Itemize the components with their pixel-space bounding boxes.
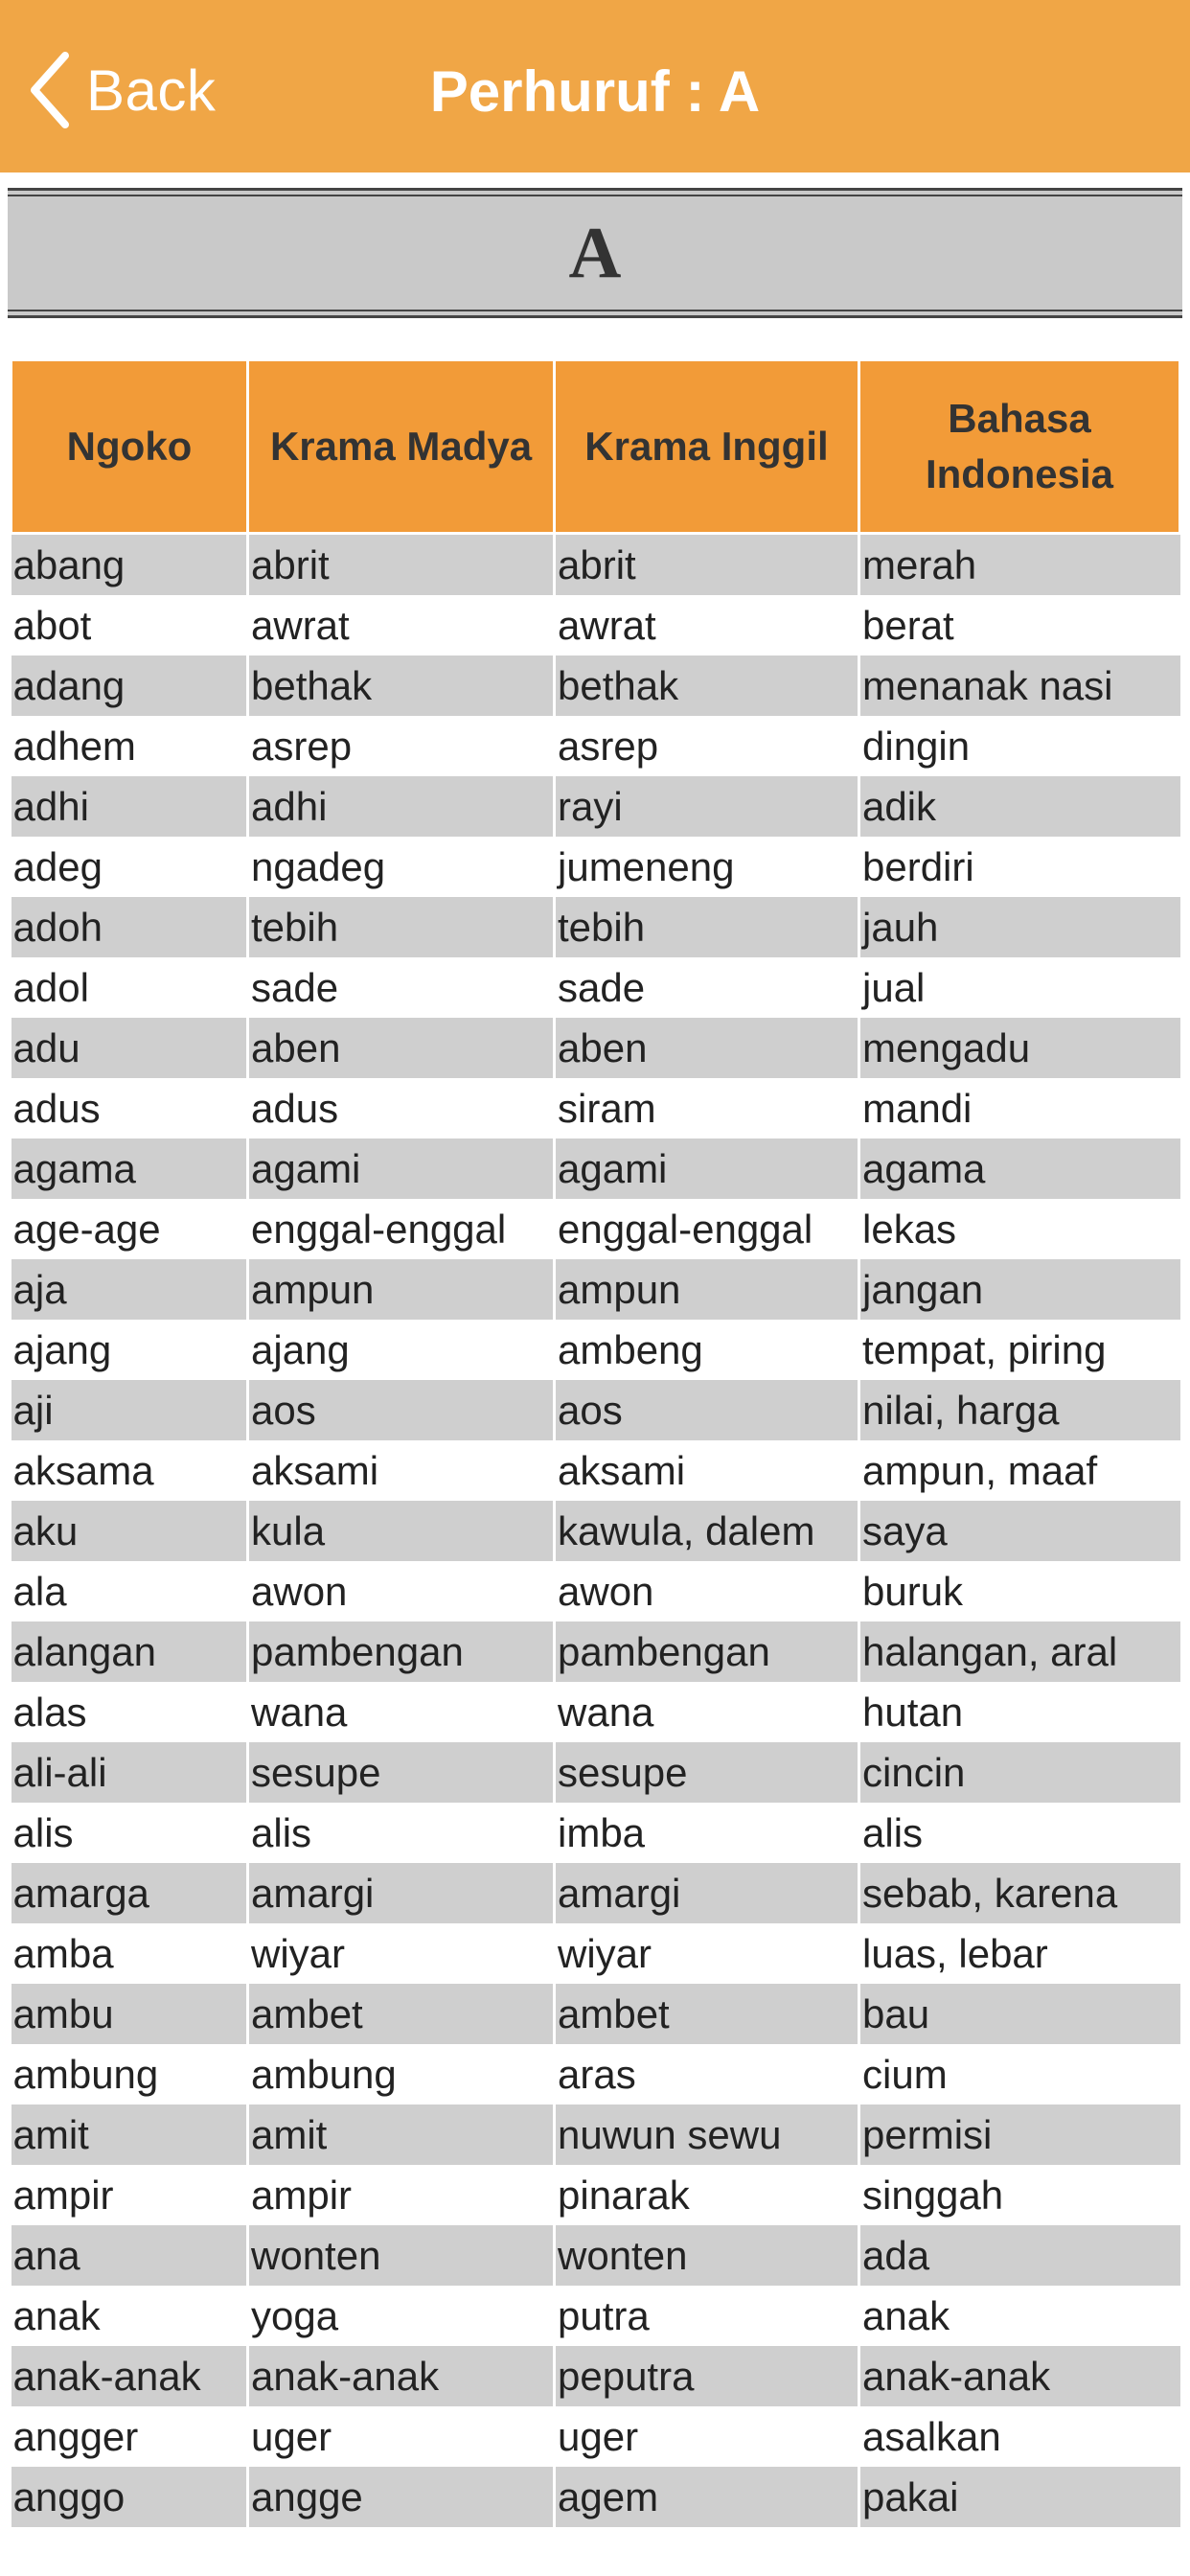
cell-bahasa-indonesia: mengadu	[859, 1018, 1180, 1078]
cell-krama-inggil: ambeng	[555, 1320, 859, 1380]
table-row[interactable]	[11, 534, 1180, 596]
table-row[interactable]	[11, 1622, 1180, 1682]
table-row[interactable]	[11, 1199, 1180, 1259]
cell-krama-inggil: ambet	[555, 1984, 859, 2044]
cell-ngoko: amba	[12, 1931, 114, 1976]
vocabulary-table	[10, 358, 1181, 2527]
cell-ngoko: amarga	[11, 1863, 248, 1923]
table-row[interactable]	[11, 1259, 1180, 1320]
cell-krama-madya: agami	[248, 1138, 555, 1199]
cell-bahasa-indonesia: buruk	[859, 1561, 1180, 1622]
cell-ngoko: adang	[11, 656, 248, 716]
cell-krama-madya: wonten	[248, 2225, 555, 2286]
cell-krama-madya: enggal-enggal	[248, 1199, 555, 1259]
cell-krama-inggil: asrep	[555, 716, 859, 776]
cell-bahasa-indonesia: alis	[859, 1803, 1180, 1863]
cell-krama-madya: uger	[248, 2406, 555, 2467]
cell-bahasa-indonesia: berat	[859, 595, 1180, 656]
cell-ngoko: adoh	[11, 897, 248, 957]
cell-ngoko: agama	[11, 1138, 248, 1199]
cell-ngoko: aku	[11, 1501, 248, 1561]
cell-krama-madya: wana	[248, 1682, 555, 1742]
cell-krama-inggil: awon	[555, 1561, 859, 1622]
cell-krama-inggil: awrat	[555, 595, 859, 656]
table-row[interactable]	[11, 1561, 1180, 1622]
cell-ngoko: abang	[11, 534, 248, 596]
cell-krama-inggil: nuwun sewu	[555, 2104, 859, 2165]
table-row[interactable]	[11, 837, 1180, 897]
cell-bahasa-indonesia: cincin	[859, 1742, 1180, 1803]
table-row[interactable]	[11, 1742, 1180, 1803]
table-row[interactable]	[11, 1923, 1180, 1984]
cell-krama-madya: angge	[248, 2467, 555, 2527]
cell-krama-inggil: aksami	[555, 1440, 859, 1501]
table-body	[11, 534, 1180, 2528]
table-row[interactable]	[11, 1803, 1180, 1863]
cell-ngoko: aksama	[12, 1448, 154, 1493]
cell-krama-inggil: kawula, dalem	[555, 1501, 859, 1561]
back-label: Back	[86, 58, 217, 123]
cell-bahasa-indonesia: berdiri	[859, 837, 1180, 897]
cell-bahasa-indonesia: nilai, harga	[859, 1380, 1180, 1440]
cell-bahasa-indonesia: singgah	[859, 2165, 1180, 2225]
cell-ngoko: adeg	[12, 844, 103, 889]
cell-krama-inggil: wana	[555, 1682, 859, 1742]
cell-bahasa-indonesia: jangan	[859, 1259, 1180, 1320]
cell-krama-inggil: aras	[555, 2044, 859, 2104]
cell-ngoko: abot	[12, 603, 92, 648]
table-row[interactable]	[11, 2044, 1180, 2104]
cell-krama-madya: ajang	[248, 1320, 555, 1380]
cell-krama-madya: alis	[248, 1803, 555, 1863]
cell-krama-inggil: peputra	[555, 2346, 859, 2406]
cell-krama-madya: aos	[248, 1380, 555, 1440]
cell-bahasa-indonesia: jauh	[859, 897, 1180, 957]
column-header-krama-madya: Krama Madya	[248, 360, 555, 534]
cell-bahasa-indonesia: cium	[859, 2044, 1180, 2104]
cell-krama-madya: bethak	[248, 656, 555, 716]
cell-krama-madya: sade	[248, 957, 555, 1018]
table-row[interactable]	[11, 2165, 1180, 2225]
table-row[interactable]	[11, 595, 1180, 656]
cell-krama-madya: kula	[248, 1501, 555, 1561]
cell-bahasa-indonesia: dingin	[859, 716, 1180, 776]
cell-bahasa-indonesia: bau	[859, 1984, 1180, 2044]
nav-bar	[0, 0, 1190, 172]
table-row[interactable]	[11, 1078, 1180, 1138]
cell-krama-inggil: pambengan	[555, 1622, 859, 1682]
cell-bahasa-indonesia: tempat, piring	[859, 1320, 1180, 1380]
table-row[interactable]	[11, 1501, 1180, 1561]
cell-krama-madya: aben	[248, 1018, 555, 1078]
cell-krama-madya: aksami	[248, 1440, 555, 1501]
cell-krama-inggil: wiyar	[555, 1923, 859, 1984]
table-row[interactable]	[11, 1380, 1180, 1440]
cell-ngoko: aji	[11, 1380, 248, 1440]
cell-ngoko: ala	[12, 1569, 67, 1614]
cell-krama-madya: adus	[248, 1078, 555, 1138]
cell-ngoko: adhi	[11, 776, 248, 837]
table-row[interactable]	[11, 1440, 1180, 1501]
table-row[interactable]	[11, 957, 1180, 1018]
cell-krama-madya: ngadeg	[248, 837, 555, 897]
cell-ngoko: ana	[11, 2225, 248, 2286]
page-title: Perhuruf : A	[429, 59, 761, 124]
table-row[interactable]	[11, 897, 1180, 957]
section-header	[8, 188, 1182, 318]
table-row[interactable]	[11, 1018, 1180, 1078]
cell-ngoko: adu	[11, 1018, 248, 1078]
cell-krama-madya: amargi	[248, 1863, 555, 1923]
cell-krama-inggil: abrit	[555, 534, 859, 596]
cell-krama-madya: anak-anak	[248, 2346, 555, 2406]
table-row[interactable]	[11, 2286, 1180, 2346]
cell-ngoko: adhem	[12, 724, 136, 769]
cell-krama-madya: ambung	[248, 2044, 555, 2104]
cell-krama-inggil: amargi	[555, 1863, 859, 1923]
cell-krama-madya: tebih	[248, 897, 555, 957]
cell-krama-inggil: aos	[555, 1380, 859, 1440]
cell-krama-madya: ambet	[248, 1984, 555, 2044]
cell-krama-inggil: putra	[555, 2286, 859, 2346]
cell-krama-madya: abrit	[248, 534, 555, 596]
table-row[interactable]	[11, 1984, 1180, 2044]
cell-ngoko: alas	[12, 1690, 87, 1735]
table-row[interactable]	[11, 2467, 1180, 2527]
cell-ngoko: aja	[11, 1259, 248, 1320]
cell-bahasa-indonesia: ampun, maaf	[859, 1440, 1180, 1501]
cell-bahasa-indonesia: agama	[859, 1138, 1180, 1199]
cell-ngoko: alis	[12, 1810, 74, 1855]
cell-krama-inggil: pinarak	[555, 2165, 859, 2225]
cell-ngoko: ambu	[11, 1984, 248, 2044]
cell-krama-inggil: tebih	[555, 897, 859, 957]
cell-bahasa-indonesia: lekas	[859, 1199, 1180, 1259]
cell-krama-madya: yoga	[248, 2286, 555, 2346]
cell-ngoko: adol	[12, 965, 89, 1010]
cell-bahasa-indonesia: hutan	[859, 1682, 1180, 1742]
section-letter: A	[568, 212, 622, 293]
cell-bahasa-indonesia: halangan, aral	[859, 1622, 1180, 1682]
column-header-ngoko: Ngoko	[11, 360, 248, 534]
table-row[interactable]	[11, 1138, 1180, 1199]
cell-bahasa-indonesia: merah	[859, 534, 1180, 596]
table-row[interactable]	[11, 1863, 1180, 1923]
table-row[interactable]	[11, 2225, 1180, 2286]
cell-krama-inggil: aben	[555, 1018, 859, 1078]
cell-bahasa-indonesia: adik	[859, 776, 1180, 837]
cell-krama-inggil: jumeneng	[555, 837, 859, 897]
cell-krama-inggil: bethak	[555, 656, 859, 716]
cell-ngoko: alangan	[11, 1622, 248, 1682]
cell-bahasa-indonesia: saya	[859, 1501, 1180, 1561]
table-row[interactable]	[11, 776, 1180, 837]
cell-bahasa-indonesia: pakai	[859, 2467, 1180, 2527]
column-header-krama-inggil: Krama Inggil	[555, 360, 859, 534]
cell-krama-inggil: agami	[555, 1138, 859, 1199]
cell-bahasa-indonesia: menanak nasi	[859, 656, 1180, 716]
cell-krama-inggil: sade	[555, 957, 859, 1018]
table-row[interactable]	[11, 2406, 1180, 2467]
cell-krama-inggil: sesupe	[555, 1742, 859, 1803]
cell-bahasa-indonesia: sebab, karena	[859, 1863, 1180, 1923]
table-row[interactable]	[11, 656, 1180, 716]
cell-krama-madya: sesupe	[248, 1742, 555, 1803]
table-header-row	[11, 360, 1180, 534]
cell-krama-inggil: siram	[555, 1078, 859, 1138]
cell-bahasa-indonesia: anak	[859, 2286, 1180, 2346]
cell-ngoko: ali-ali	[11, 1742, 248, 1803]
cell-krama-inggil: enggal-enggal	[555, 1199, 859, 1259]
cell-ngoko: ambung	[12, 2052, 159, 2097]
cell-krama-inggil: wonten	[555, 2225, 859, 2286]
cell-krama-madya: awrat	[248, 595, 555, 656]
cell-ngoko: anggo	[11, 2467, 248, 2527]
cell-krama-madya: adhi	[248, 776, 555, 837]
cell-krama-inggil: ampun	[555, 1259, 859, 1320]
cell-ngoko: angger	[12, 2414, 139, 2459]
cell-bahasa-indonesia: luas, lebar	[859, 1923, 1180, 1984]
cell-ngoko: age-age	[12, 1207, 161, 1252]
cell-ngoko: amit	[11, 2104, 248, 2165]
table-row[interactable]	[11, 2104, 1180, 2165]
cell-ngoko: ampir	[12, 2173, 114, 2218]
cell-krama-madya: ampun	[248, 1259, 555, 1320]
cell-ngoko: anak	[12, 2293, 101, 2338]
cell-bahasa-indonesia: permisi	[859, 2104, 1180, 2165]
cell-krama-madya: asrep	[248, 716, 555, 776]
cell-ngoko: adus	[12, 1086, 101, 1131]
cell-krama-inggil: uger	[555, 2406, 859, 2467]
cell-krama-inggil: agem	[555, 2467, 859, 2527]
table-row[interactable]	[11, 2346, 1180, 2406]
cell-bahasa-indonesia: ada	[859, 2225, 1180, 2286]
table-row[interactable]	[11, 1320, 1180, 1380]
table-row[interactable]	[11, 1682, 1180, 1742]
table-row[interactable]	[11, 716, 1180, 776]
cell-krama-madya: wiyar	[248, 1923, 555, 1984]
cell-krama-inggil: imba	[555, 1803, 859, 1863]
cell-krama-madya: awon	[248, 1561, 555, 1622]
cell-bahasa-indonesia: anak-anak	[859, 2346, 1180, 2406]
cell-krama-madya: amit	[248, 2104, 555, 2165]
cell-krama-madya: pambengan	[248, 1622, 555, 1682]
cell-bahasa-indonesia: mandi	[859, 1078, 1180, 1138]
cell-krama-inggil: rayi	[555, 776, 859, 837]
cell-ngoko: anak-anak	[11, 2346, 248, 2406]
cell-bahasa-indonesia: jual	[859, 957, 1180, 1018]
cell-bahasa-indonesia: asalkan	[859, 2406, 1180, 2467]
cell-ngoko: ajang	[12, 1327, 112, 1372]
cell-krama-madya: ampir	[248, 2165, 555, 2225]
column-header-bahasa-indonesia: Bahasa Indonesia	[859, 360, 1180, 534]
